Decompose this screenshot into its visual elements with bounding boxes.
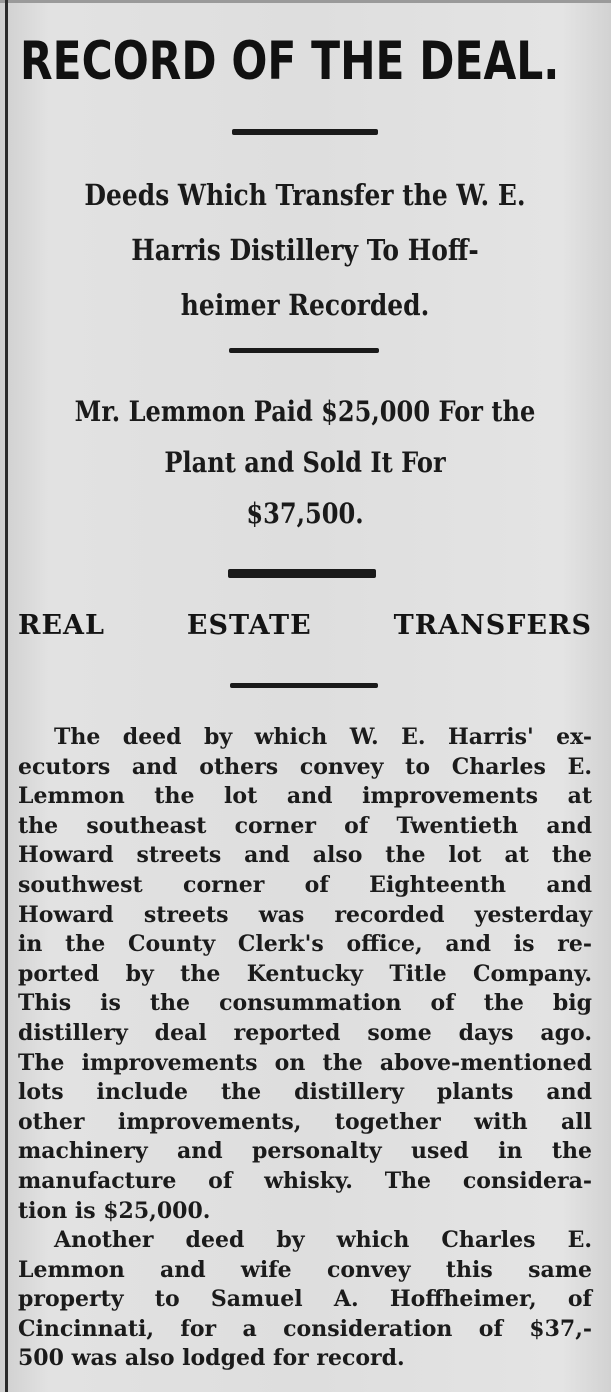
body-line: distillery deal reported some days ago.	[18, 1019, 592, 1046]
headline: RECORD OF THE DEAL.	[20, 31, 560, 92]
article-body	[18, 723, 592, 1374]
deck-1-line: Harris Distillery To Hoff-	[131, 233, 479, 267]
section-heading-word: TRANSFERS	[393, 610, 592, 641]
section-heading-word: ESTATE	[186, 610, 312, 641]
deck-2	[51, 386, 558, 539]
body-line: the southeast corner of Twentieth and	[18, 812, 592, 839]
divider-rule-2	[229, 348, 379, 353]
body-line: southwest corner of Eighteenth and	[18, 871, 592, 898]
body-line: Lemmon the lot and improvements at	[18, 783, 592, 810]
deck-1-line: heimer Recorded.	[180, 288, 430, 322]
section-heading	[18, 608, 592, 644]
body-line: tion is $25,000.	[18, 1197, 211, 1224]
body-line: 500 was also lodged for record.	[18, 1345, 405, 1372]
body-line: machinery and personalty used in the	[18, 1138, 592, 1165]
body-line: The deed by which W. E. Harris' ex-	[54, 724, 592, 750]
body-line: in the County Clerk's office, and is re-	[18, 931, 592, 958]
body-line: Lemmon and wife convey this same	[18, 1256, 592, 1283]
column-border-rule	[5, 0, 8, 1392]
deck-2-line: $37,500.	[246, 497, 364, 530]
body-line: Cincinnati, for a consideration of $37,-	[18, 1315, 592, 1342]
body-line: other improvements, together with all	[18, 1108, 592, 1135]
body-line: lots include the distillery plants and	[18, 1079, 592, 1106]
divider-rule-1	[232, 129, 378, 135]
body-line: ported by the Kentucky Title Company.	[18, 960, 592, 987]
deck-2-line: Mr. Lemmon Paid $25,000 For the	[74, 395, 536, 428]
body-line: Howard streets was recorded yesterday	[18, 901, 592, 928]
body-line: This is the consummation of the big	[18, 990, 592, 1017]
section-heading-word: REAL	[18, 610, 105, 641]
divider-rule-4	[230, 683, 378, 688]
body-line: manufacture of whisky. The considera-	[18, 1167, 592, 1194]
body-line: ecutors and others convey to Charles E.	[18, 753, 592, 780]
body-line: The improvements on the above-mentioned	[18, 1049, 592, 1076]
top-border-rule	[0, 0, 611, 3]
body-line: Howard streets and also the lot at the	[18, 842, 592, 869]
body-line: Another deed by which Charles E.	[54, 1227, 592, 1254]
deck-1-line: Deeds Which Transfer the W. E.	[84, 178, 526, 212]
body-line: property to Samuel A. Hoffheimer, of	[18, 1286, 592, 1313]
deck-1	[51, 168, 558, 333]
deck-2-line: Plant and Sold It For	[164, 446, 446, 479]
divider-rule-3	[228, 569, 376, 578]
